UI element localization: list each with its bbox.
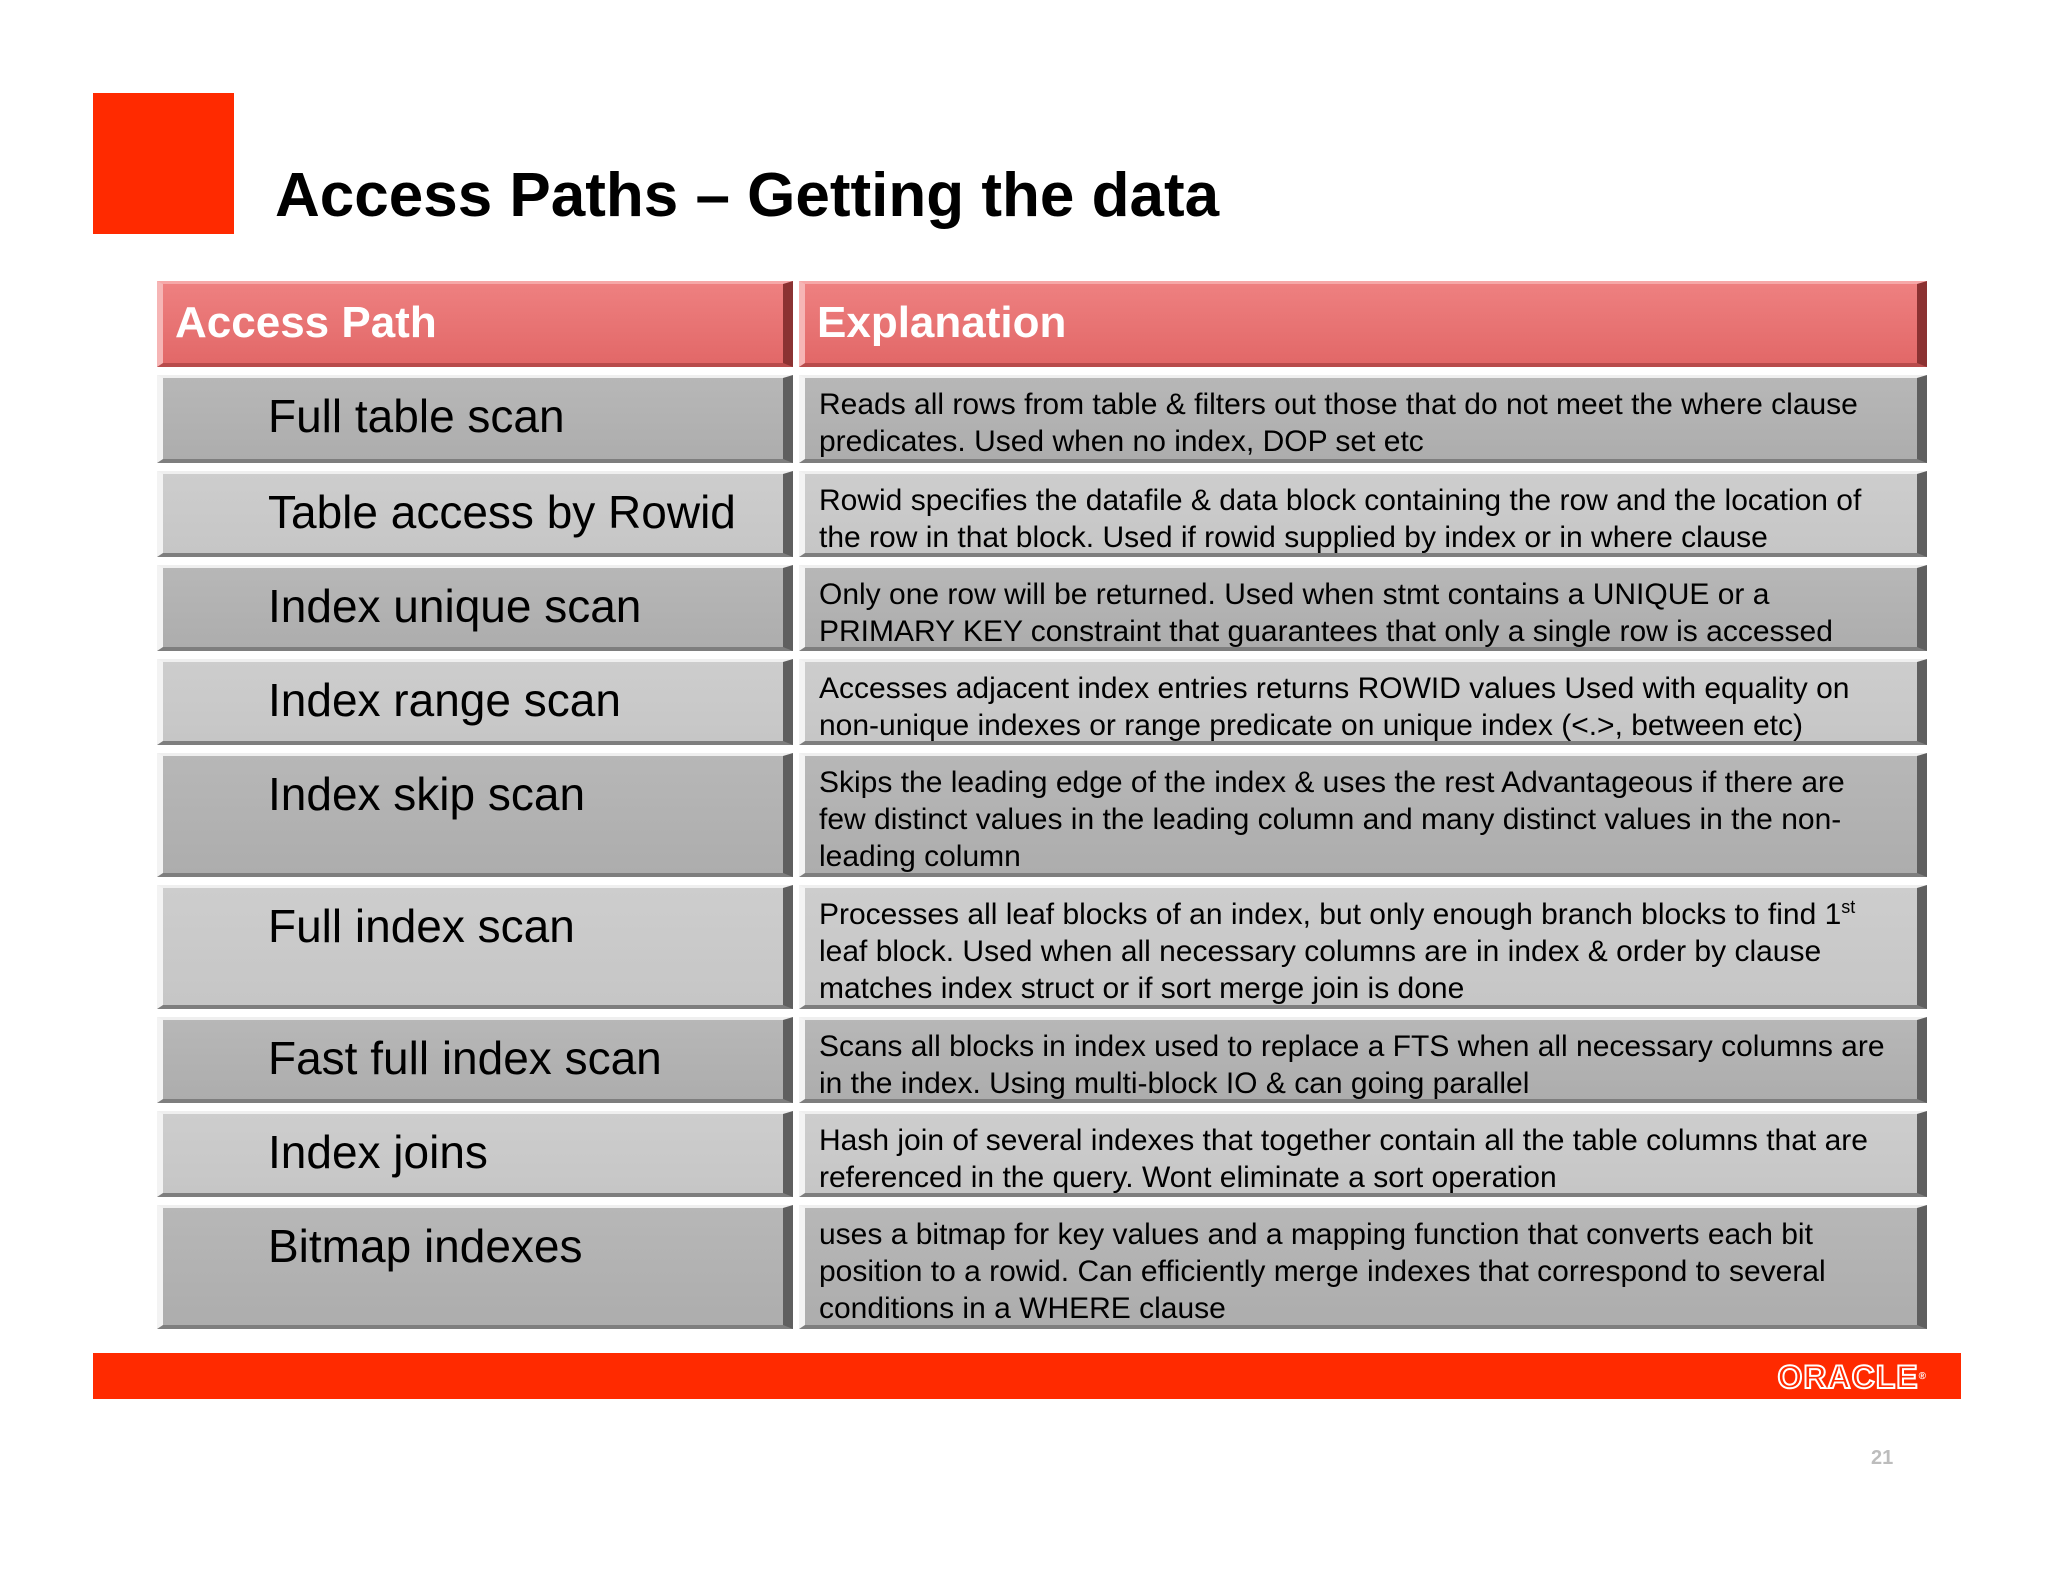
path-cell	[157, 659, 793, 745]
explanation-cell	[799, 471, 1927, 557]
superscript-text: st	[1841, 897, 1856, 917]
access-paths-table	[157, 281, 1927, 1337]
explanation-cell	[799, 375, 1927, 463]
table-row	[157, 471, 1927, 557]
explanation-cell	[799, 753, 1927, 877]
explanation-cell	[799, 1111, 1927, 1197]
oracle-logo-text: ORACLE	[1777, 1359, 1919, 1395]
explanation-cell	[799, 885, 1927, 1009]
explanation-text: Skips the leading edge of the index & uses the rest Advantageous if there are few distinct values in the leading column and many distinct values in the non-leading column	[819, 766, 1845, 873]
path-cell	[157, 885, 793, 1009]
access-path-name: Table access by Rowid	[268, 486, 736, 538]
explanation-text: Scans all blocks in index used to replace a FTS when all necessary columns are in the index. Using multi-block IO & can going parallel	[819, 1030, 1885, 1100]
path-cell	[157, 1111, 793, 1197]
header-cell-access-path	[157, 281, 793, 367]
explanation-cell	[799, 1205, 1927, 1329]
explanation-part: Processes all leaf blocks of an index, but only enough branch blocks to find 1	[819, 898, 1842, 931]
table-row	[157, 753, 1927, 877]
access-path-name: Bitmap indexes	[268, 1220, 583, 1272]
explanation-text: Only one row will be returned. Used when stmt contains a UNIQUE or a PRIMARY KEY constraint that guarantees that only a single row is accessed	[819, 578, 1833, 648]
explanation-text: Reads all rows from table & filters out those that do not meet the where clause predicates. Used when no index, DOP set etc	[819, 388, 1858, 458]
access-path-name: Index unique scan	[268, 580, 642, 632]
brand-red-square	[93, 93, 234, 234]
path-cell	[157, 375, 793, 463]
access-path-name: Fast full index scan	[268, 1032, 662, 1084]
explanation-text: Accesses adjacent index entries returns ROWID values Used with equality on non-unique indexes or range predicate on unique index (<.>, between etc)	[819, 672, 1850, 742]
access-path-name: Full index scan	[268, 900, 575, 952]
footer-bar	[93, 1353, 1961, 1399]
header-cell-explanation	[799, 281, 1927, 367]
explanation-cell	[799, 659, 1927, 745]
explanation-text: Rowid specifies the datafile & data block containing the row and the location of the row in that block. Used if rowid supplied by index or in where clause	[819, 484, 1862, 554]
table-header-row	[157, 281, 1927, 367]
path-cell	[157, 753, 793, 877]
table-row	[157, 1205, 1927, 1329]
header-label: Explanation	[817, 298, 1067, 347]
path-cell	[157, 471, 793, 557]
path-cell	[157, 1205, 793, 1329]
page-number: 21	[1871, 1447, 1894, 1469]
table-row	[157, 885, 1927, 1009]
explanation-text: Hash join of several indexes that together contain all the table columns that are referenced in the query. Wont eliminate a sort operation	[819, 1124, 1868, 1194]
access-path-name: Index joins	[268, 1126, 488, 1178]
access-path-name: Index range scan	[268, 674, 621, 726]
table-row	[157, 565, 1927, 651]
table-row	[157, 1017, 1927, 1103]
access-path-name: Index skip scan	[268, 768, 586, 820]
explanation-text: uses a bitmap for key values and a mapping function that converts each bit position to a rowid. Can efficiently merge indexes that correspond to several conditions in a WHERE clause	[819, 1218, 1826, 1325]
explanation-part: leaf block. Used when all necessary columns are in index & order by clause matches index struct or if sort merge join is done	[819, 935, 1822, 1005]
explanation-text	[819, 896, 1899, 1007]
path-cell	[157, 1017, 793, 1103]
registered-mark: ®	[1918, 1371, 1927, 1382]
access-path-name: Full table scan	[268, 390, 565, 442]
slide-title: Access Paths – Getting the data	[275, 161, 1220, 230]
header-label: Access Path	[175, 298, 437, 347]
path-cell	[157, 565, 793, 651]
oracle-logo	[1778, 1361, 1927, 1393]
explanation-cell	[799, 565, 1927, 651]
explanation-cell	[799, 1017, 1927, 1103]
table-row	[157, 1111, 1927, 1197]
table-row	[157, 375, 1927, 463]
table-row	[157, 659, 1927, 745]
